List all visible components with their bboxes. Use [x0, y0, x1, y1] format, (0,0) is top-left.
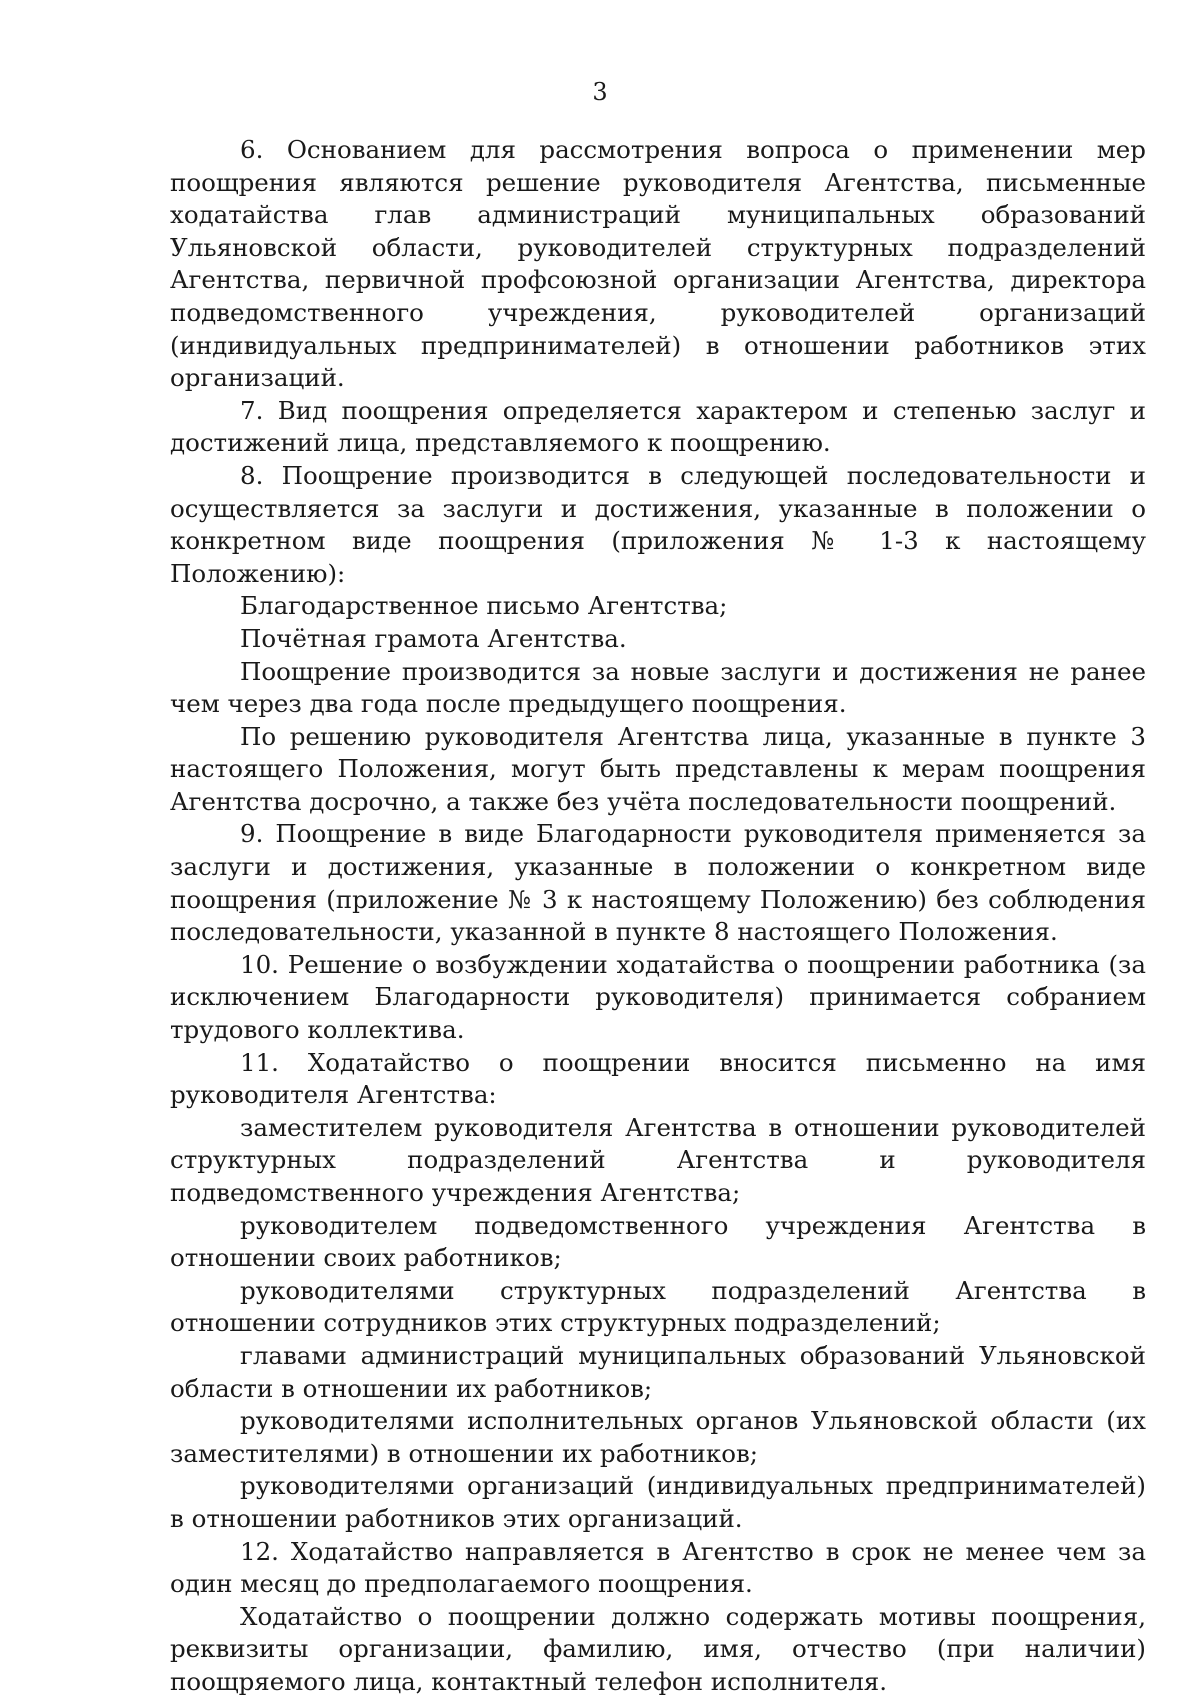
list-item-institution-head: руководителем подведомственного учреждения Агентства в отношении своих работников; — [170, 1210, 1146, 1273]
paragraph-8-early: По решению руководителя Агентства лица, указанные в пункте 3 настоящего Положения, могут быть представлены к мерам поощрения Агентства досрочно, а также без учёта последовательности поощрений. — [170, 721, 1146, 816]
paragraph-6: 6. Основанием для рассмотрения вопроса о применении мер поощрения являются решение руководителя Агентства, письменные ходатайства глав администраций муниципальных образований Ульяновской области, руководителей структурных подразделений Агентства, первичной профсоюзной организации Агентства, директора подведомственного учреждения, руководителей организаций (индивидуальных предпринимателей) в отношении работников этих организаций. — [170, 135, 1146, 393]
document-body — [170, 134, 1146, 1699]
list-item-deputy: заместителем руководителя Агентства в отношении руководителей структурных подразделений Агентства и руководителя подведомственного учреждения Агентства; — [170, 1112, 1146, 1207]
list-item-municipal-heads: главами администраций муниципальных образований Ульяновской области в отношении их работников; — [170, 1340, 1146, 1403]
list-item-department-heads: руководителями структурных подразделений Агентства в отношении сотрудников этих структурных подразделений; — [170, 1275, 1146, 1338]
paragraph-12-contents: Ходатайство о поощрении должно содержать мотивы поощрения, реквизиты организации, фамилию, имя, отчество (при наличии) поощряемого лица, контактный телефон исполнителя. — [170, 1601, 1146, 1696]
page-number: 3 — [592, 78, 608, 106]
paragraph-8-period: Поощрение производится за новые заслуги и достижения не ранее чем через два года после предыдущего поощрения. — [170, 656, 1146, 719]
list-item-executive-heads: руководителями исполнительных органов Ульяновской области (их заместителями) в отношении их работников; — [170, 1406, 1146, 1468]
paragraph-7: 7. Вид поощрения определяется характером и степенью заслуг и достижений лица, представляемого к поощрению. — [170, 395, 1146, 458]
list-item-organization-heads: руководителями организаций (индивидуальных предпринимателей) в отношении работников этих организаций. — [170, 1471, 1146, 1533]
list-item-certificate: Почётная грамота Агентства. — [240, 623, 627, 653]
paragraph-9: 9. Поощрение в виде Благодарности руководителя применяется за заслуги и достижения, указанные в положении о конкретном виде поощрения (приложение № 3 к настоящему Положению) без соблюдения последовательности, указанной в пункте 8 настоящего Положения. — [170, 819, 1146, 947]
paragraph-11: 11. Ходатайство о поощрении вносится письменно на имя руководителя Агентства: — [170, 1047, 1146, 1110]
paragraph-10: 10. Решение о возбуждении ходатайства о поощрении работника (за исключением Благодарности руководителя) принимается собранием трудового коллектива. — [170, 949, 1146, 1045]
paragraph-12: 12. Ходатайство направляется в Агентство в срок не менее чем за один месяц до предполагаемого поощрения. — [170, 1536, 1146, 1599]
list-item-letter: Благодарственное письмо Агентства; — [240, 591, 728, 621]
paragraph-8: 8. Поощрение производится в следующей последовательности и осуществляется за заслуги и достижения, указанные в положении о конкретном виде поощрения (приложения № 1-3 к настоящему Положению): — [170, 460, 1146, 588]
